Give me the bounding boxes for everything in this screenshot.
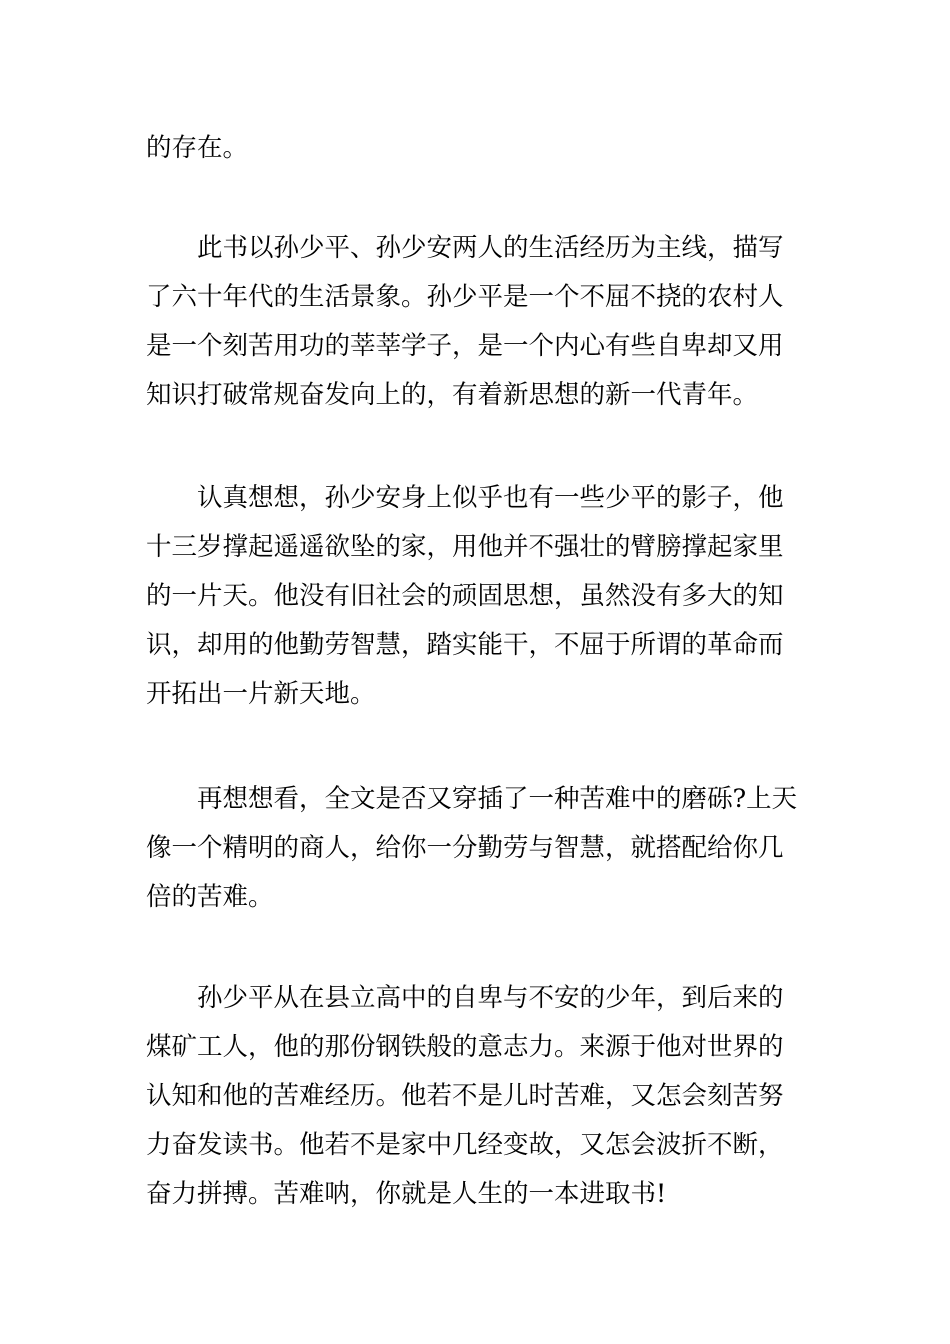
text-line: 知识打破常规奋发向上的，有着新思想的新一代青年。	[146, 380, 759, 410]
text-line: 的存在。	[146, 133, 249, 163]
paragraph-continuation	[146, 124, 818, 173]
text-line: 十三岁撑起遥遥欲坠的家，用他并不强壮的臂膀撑起家里	[146, 532, 784, 562]
text-line: 力奋发读书。他若不是家中几经变故，又怎会波折不断，	[146, 1130, 784, 1160]
paragraph-shaoan	[146, 474, 818, 719]
text-line: 奋力拼搏。苦难呐，你就是人生的一本进取书!	[146, 1179, 667, 1209]
paragraph-shaoping	[146, 974, 818, 1219]
text-line: 识，却用的他勤劳智慧，踏实能干，不屈于所谓的革命而	[146, 630, 784, 660]
paragraph-intro	[146, 224, 818, 420]
text-line: 像一个精明的商人，给你一分勤劳与智慧，就搭配给你几	[146, 833, 784, 863]
text-line: 此书以孙少平、孙少安两人的生活经历为主线，描写	[197, 233, 784, 263]
text-line: 认知和他的苦难经历。他若不是儿时苦难，又怎会刻苦努	[146, 1081, 784, 1111]
paragraph-hardship	[146, 775, 818, 922]
text-line: 倍的苦难。	[146, 882, 274, 912]
text-line: 再想想看，全文是否又穿插了一种苦难中的磨砾?上天	[197, 784, 798, 814]
text-line: 开拓出一片新天地。	[146, 679, 376, 709]
text-line: 孙少平从在县立高中的自卑与不安的少年，到后来的	[197, 983, 784, 1013]
text-line: 的一片天。他没有旧社会的顽固思想，虽然没有多大的知	[146, 581, 784, 611]
text-line: 了六十年代的生活景象。孙少平是一个不屈不挠的农村人	[146, 282, 784, 312]
text-line: 煤矿工人，他的那份钢铁般的意志力。来源于他对世界的	[146, 1032, 784, 1062]
text-line: 是一个刻苦用功的莘莘学子，是一个内心有些自卑却又用	[146, 331, 784, 361]
text-line: 认真想想，孙少安身上似乎也有一些少平的影子，他	[197, 483, 784, 513]
